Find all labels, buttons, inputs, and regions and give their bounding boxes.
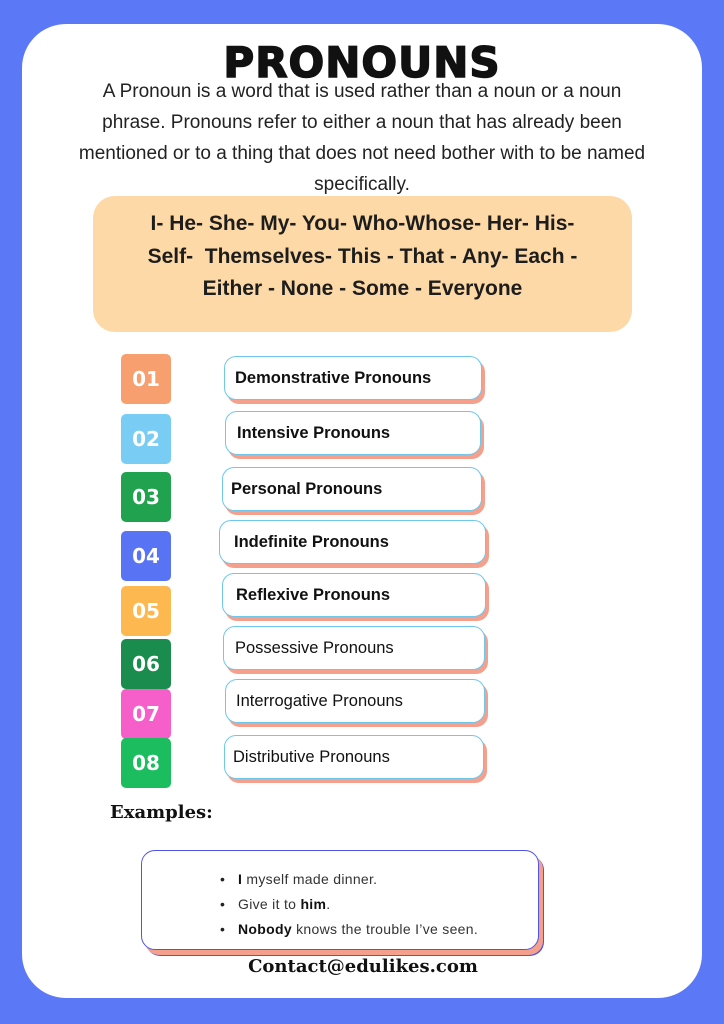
example-text: Give it to: [238, 896, 301, 912]
example-item: [220, 867, 478, 892]
example-bold: I: [238, 871, 243, 887]
example-item: [220, 917, 479, 942]
type-pill: Possessive Pronouns: [223, 626, 485, 670]
type-pill: Reflexive Pronouns: [222, 573, 486, 617]
type-pill: Indefinite Pronouns: [219, 520, 486, 564]
example-bold: Nobody: [238, 921, 292, 937]
type-number-badge: 06: [121, 639, 171, 689]
type-number-badge: 03: [121, 472, 171, 522]
examples-box: [141, 850, 539, 950]
contact-email[interactable]: Contact@edulikes.com: [248, 956, 478, 977]
example-text: .: [326, 896, 331, 912]
examples-heading: Examples:: [110, 802, 213, 823]
example-item: [220, 892, 478, 917]
type-number-badge: 05: [121, 586, 171, 636]
type-pill: Intensive Pronouns: [225, 411, 481, 455]
type-number-badge: 04: [121, 531, 171, 581]
example-bold: him: [300, 896, 327, 912]
worksheet-card: [22, 24, 702, 998]
type-number-badge: 01: [121, 354, 171, 404]
intro-paragraph: A Pronoun is a word that is used rather than a noun or a noun phrase. Pronouns refer to either a noun that has already been mentioned or to a thing that does not need bother with to be named specifically.: [78, 81, 646, 195]
type-pill: Personal Pronouns: [222, 467, 482, 511]
bullet-icon: •: [220, 871, 226, 887]
examples-list: [220, 867, 479, 942]
example-text: knows the trouble I’ve seen.: [291, 921, 479, 937]
pronoun-list-line: I- He- She- My- You- Who-Whose- Her- His-: [150, 212, 575, 235]
type-number-badge: 07: [121, 689, 171, 739]
type-pill: Demonstrative Pronouns: [224, 356, 482, 400]
pronoun-list-line: Self- Themselves- This - That - Any- Each -: [147, 244, 578, 268]
page-title: PRONOUNS: [223, 38, 501, 87]
pronoun-list-line: Either - None - Some - Everyone: [202, 277, 523, 300]
example-text: myself made dinner.: [242, 871, 378, 887]
type-number-badge: 08: [121, 738, 171, 788]
bullet-icon: •: [220, 921, 226, 937]
type-pill: Interrogative Pronouns: [225, 679, 485, 723]
type-pill: Distributive Pronouns: [224, 735, 484, 779]
type-number-badge: 02: [121, 414, 171, 464]
pronoun-list-box: [93, 196, 632, 332]
bullet-icon: •: [220, 896, 226, 912]
